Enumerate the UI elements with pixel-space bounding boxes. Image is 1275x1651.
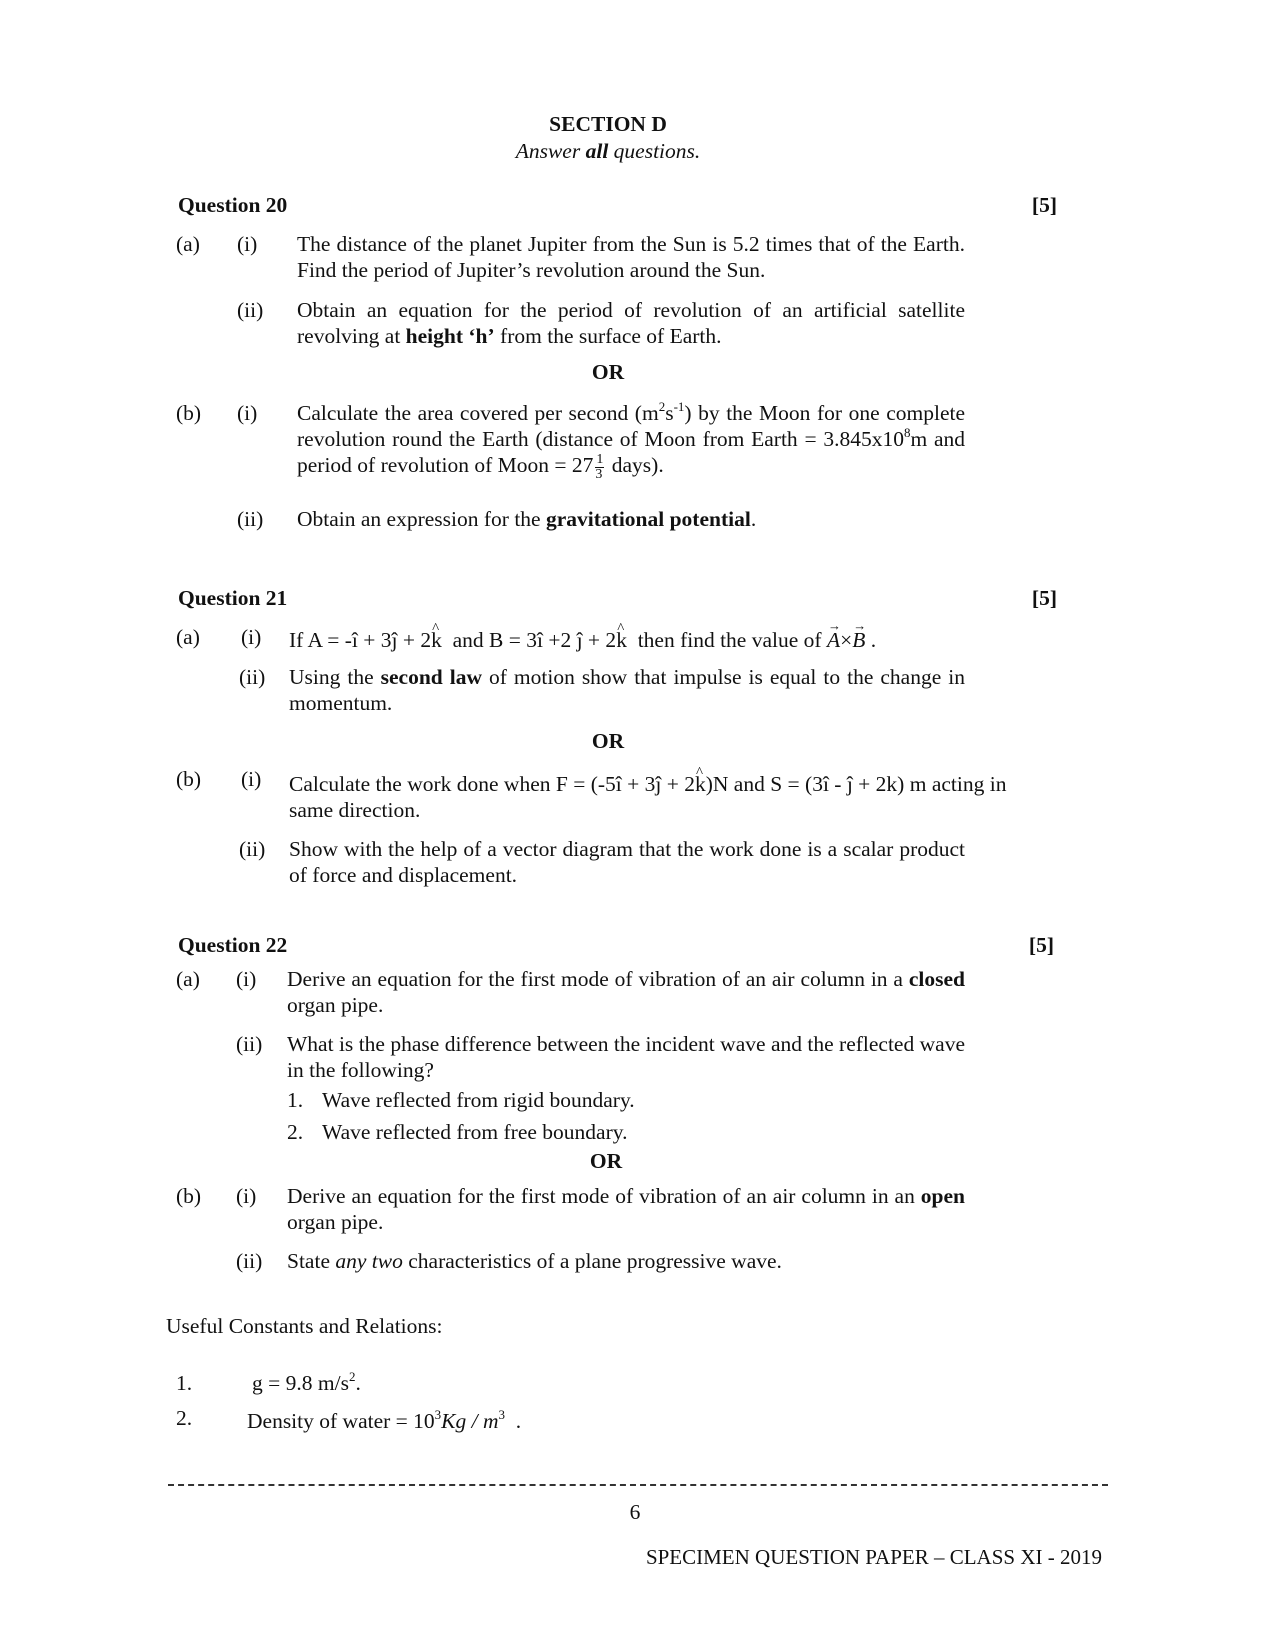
q20-b-label: (b) bbox=[176, 401, 202, 425]
question-22-marks: [5] bbox=[1028, 933, 1054, 957]
constant-2-text: Density of water = $10^3Kg / m^3$ . bbox=[247, 1406, 522, 1433]
fraction-one-third: $\frac{1}{3}$ bbox=[595, 451, 604, 482]
footer-title: SPECIMEN QUESTION PAPER – CLASS XI - 2019 bbox=[645, 1545, 1102, 1569]
q22-a-ii-label: (ii) bbox=[236, 1032, 263, 1056]
question-21-marks: [5] bbox=[1031, 586, 1057, 610]
vector-a: A → bbox=[827, 627, 840, 653]
footer-divider bbox=[168, 1484, 1108, 1486]
question-20-marks: [5] bbox=[1031, 193, 1057, 217]
q22-b-ii-text: State any two characteristics of a plane progressive wave. bbox=[287, 1249, 782, 1273]
constant-2-num: 2. bbox=[176, 1406, 193, 1430]
q22-a-i-text: Derive an equation for the first mode of vibration of an air column in a closed organ pipe. bbox=[287, 967, 965, 1017]
page-number: 6 bbox=[629, 1500, 641, 1524]
q22-b-i-text: Derive an equation for the first mode of vibration of an air column in an open organ pipe. bbox=[287, 1184, 965, 1234]
q21-b-ii-text: Show with the help of a vector diagram that the work done is a scalar product of force and displacement. bbox=[289, 837, 965, 887]
q21-a-ii-label: (ii) bbox=[239, 665, 266, 689]
q20-b-i-text: Calculate the area covered per second $(m^2s^{-1})$ by the Moon for one complete revolution round the Earth (distance of Moon from Earth = $3.845x10^8m$ and period of revolution of Moon = 27 $\frac{1}{3}$ days). bbox=[297, 398, 966, 482]
q21-a-ii-text: Using the second law of motion show that impulse is equal to the change in momentum. bbox=[289, 665, 965, 715]
q21-b-ii-label: (ii) bbox=[239, 837, 266, 861]
q22-or-divider: OR bbox=[589, 1149, 623, 1173]
question-22-header bbox=[178, 932, 1057, 960]
q22-list-item-1: Wave reflected from rigid boundary. bbox=[322, 1088, 635, 1112]
question-21-header bbox=[178, 585, 1057, 613]
q22-a-ii-text: What is the phase difference between the incident wave and the reflected wave in the following? bbox=[287, 1032, 965, 1082]
q21-a-i-label: (i) bbox=[241, 625, 262, 649]
constant-1-text: g = 9.8 $m/s^2$. bbox=[252, 1368, 361, 1395]
question-22-title: Question 22 bbox=[178, 933, 288, 957]
q22-a-i-label: (i) bbox=[236, 967, 257, 991]
q22-list-num-1: 1. bbox=[287, 1088, 304, 1112]
question-20-header bbox=[178, 192, 1057, 220]
q21-b-i-label: (i) bbox=[241, 767, 262, 791]
q22-list-item-2: Wave reflected from free boundary. bbox=[322, 1120, 628, 1144]
section-instruction: Answer all questions. bbox=[515, 139, 701, 163]
q21-b-i-text: Calculate the work done when F = (-5î + 3ĵ + 2k ^)N and S = (3î - ĵ + 2k) m acting in same direction. bbox=[289, 771, 1009, 823]
q22-b-label: (b) bbox=[176, 1184, 202, 1208]
q21-or-divider: OR bbox=[591, 729, 625, 753]
q20-b-i-label: (i) bbox=[237, 401, 258, 425]
q22-b-i-label: (i) bbox=[236, 1184, 257, 1208]
q20-b-ii-text: Obtain an expression for the gravitational potential. bbox=[297, 507, 757, 531]
q20-a-label: (a) bbox=[176, 232, 200, 256]
q21-b-label: (b) bbox=[176, 767, 202, 791]
q20-a-i-label: (i) bbox=[237, 232, 258, 256]
q20-b-ii-label: (ii) bbox=[237, 507, 264, 531]
q20-or-divider: OR bbox=[591, 360, 625, 384]
q20-a-ii-text: Obtain an equation for the period of revolution of an artificial satellite revolving at height ‘h’ from the surface of Earth. bbox=[297, 298, 965, 348]
q20-a-ii-label: (ii) bbox=[237, 298, 264, 322]
q21-a-label: (a) bbox=[176, 625, 200, 649]
q20-a-i-text: The distance of the planet Jupiter from the Sun is 5.2 times that of the Earth. Find the period of Jupiter’s revolution around the Sun. bbox=[297, 232, 965, 282]
constants-heading: Useful Constants and Relations: bbox=[166, 1314, 443, 1338]
q21-a-i-text: If A = -î + 3ĵ + 2k ^ and B = 3î +2 ĵ + 2k ^ then find the value of A →×B → . bbox=[289, 627, 989, 653]
question-21-title: Question 21 bbox=[178, 586, 288, 610]
q22-b-ii-label: (ii) bbox=[236, 1249, 263, 1273]
q22-list-num-2: 2. bbox=[287, 1120, 304, 1144]
section-title: SECTION D bbox=[549, 112, 667, 136]
question-20-title: Question 20 bbox=[178, 193, 288, 217]
constant-1-num: 1. bbox=[176, 1371, 193, 1395]
q22-a-label: (a) bbox=[176, 967, 200, 991]
vector-b: B → bbox=[852, 627, 865, 653]
